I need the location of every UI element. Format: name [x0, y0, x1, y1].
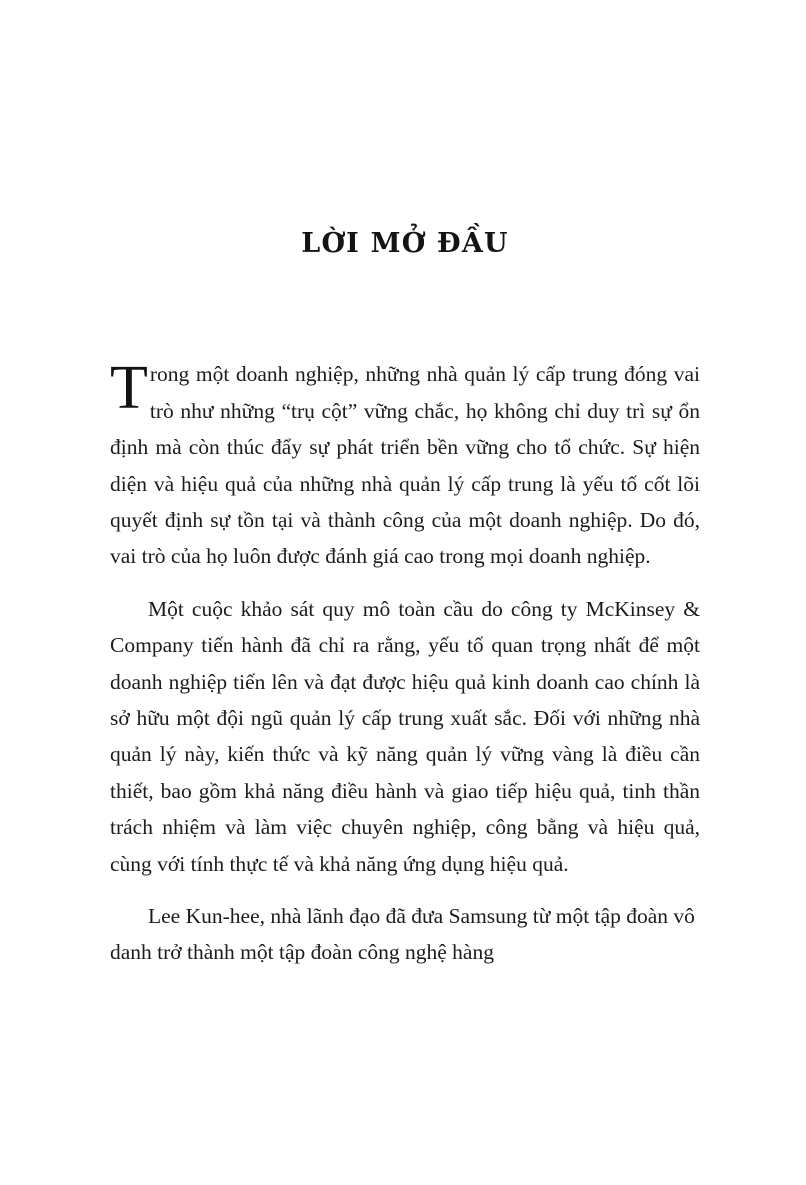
page-content: [110, 0, 700, 971]
page-title: LỜI MỞ ĐẦU: [301, 228, 509, 259]
paragraph-mckinsey: Một cuộc khảo sát quy mô toàn cầu do công ty McKinsey & Company tiến hành đã chỉ ra rằng, yếu tố quan trọng nhất để một doanh nghiệp tiến lên và đạt được hiệu quả kinh doanh cao chính là sở hữu một đội ngũ quản lý cấp trung xuất sắc. Đối với những nhà quản lý này, kiến thức và kỹ năng quản lý vững vàng là điều cần thiết, bao gồm khả năng điều hành và giao tiếp hiệu quả, tinh thần trách nhiệm và làm việc chuyên nghiệp, công bằng và hiệu quả, cùng với tính thực tế và khả năng ứng dụng hiệu quả.: [110, 596, 700, 876]
drop-cap: T: [110, 354, 148, 423]
paragraph-lee-kun-hee: Lee Kun-hee, nhà lãnh đạo đã đưa Samsung từ một tập đoàn vô danh trở thành một tập đoàn công nghệ hàng: [110, 904, 695, 965]
paragraph-intro-text: rong một doanh nghiệp, những nhà quản lý cấp trung đóng vai trò như những “trụ cột” vững chắc, họ không chỉ duy trì sự ổn định mà còn thúc đẩy sự phát triển bền vững cho tổ chức. Sự hiện diện và hiệu quả của những nhà quản lý cấp trung là yếu tố cốt lõi quyết định sự tồn tại và thành công của một doanh nghiệp. Do đó, vai trò của họ luôn được đánh giá cao trong mọi doanh nghiệp.: [110, 362, 700, 569]
paragraph-intro: [110, 356, 700, 574]
